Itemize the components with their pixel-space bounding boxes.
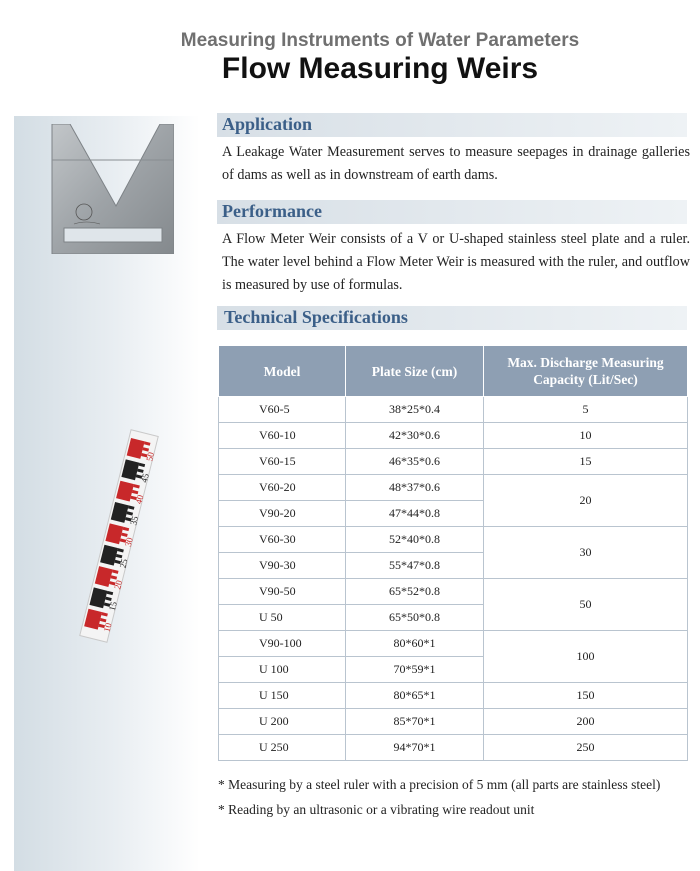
measuring-ruler-image	[69, 426, 169, 646]
cell-size: 38*25*0.4	[346, 397, 484, 423]
ruler-label: 40	[133, 493, 146, 505]
table-row	[219, 683, 688, 709]
table-row	[219, 397, 688, 423]
column-header-capacity: Max. Discharge Measuring Capacity (Lit/Sec)	[484, 346, 688, 397]
application-text: A Leakage Water Measurement serves to measure seepages in drainage galleries of dams as well as in downstream of earth dams.	[222, 144, 690, 183]
table-row	[219, 709, 688, 735]
performance-title: Performance	[222, 201, 322, 221]
ruler-label: 20	[112, 579, 125, 591]
table-row	[219, 475, 688, 501]
cell-model: V60-30	[219, 527, 346, 553]
cell-size: 48*37*0.6	[346, 475, 484, 501]
cell-capacity: 15	[484, 449, 688, 475]
cell-model: V90-30	[219, 553, 346, 579]
cell-size: 55*47*0.8	[346, 553, 484, 579]
cell-model: V60-15	[219, 449, 346, 475]
cell-model: V90-20	[219, 501, 346, 527]
cell-size: 80*60*1	[346, 631, 484, 657]
cell-model: U 150	[219, 683, 346, 709]
cell-model: V60-5	[219, 397, 346, 423]
page-subtitle: Measuring Instruments of Water Parameters	[180, 30, 580, 51]
table-row	[219, 423, 688, 449]
ruler-label: 15	[106, 600, 119, 612]
ruler-label: 10	[101, 621, 114, 634]
cell-size: 46*35*0.6	[346, 449, 484, 475]
table-header-row	[219, 346, 688, 397]
table-row	[219, 735, 688, 761]
cell-capacity: 10	[484, 423, 688, 449]
ruler-label: 45	[138, 472, 151, 484]
specs-title: Technical Specifications	[224, 307, 408, 327]
cell-model: U 250	[219, 735, 346, 761]
product-image-panel	[14, 116, 200, 871]
application-title: Application	[222, 114, 313, 134]
cell-model: U 100	[219, 657, 346, 683]
note-readout: * Reading by an ultrasonic or a vibrating wire readout unit	[218, 802, 535, 817]
cell-size: 65*52*0.8	[346, 579, 484, 605]
page-title: Flow Measuring Weirs	[221, 52, 539, 85]
cell-capacity: 200	[484, 709, 688, 735]
cell-size: 85*70*1	[346, 709, 484, 735]
cell-capacity: 150	[484, 683, 688, 709]
cell-size: 65*50*0.8	[346, 605, 484, 631]
table-row	[219, 631, 688, 657]
cell-model: V90-100	[219, 631, 346, 657]
cell-model: V60-20	[219, 475, 346, 501]
cell-capacity: 250	[484, 735, 688, 761]
ruler-label: 25	[117, 557, 130, 569]
cell-capacity: 5	[484, 397, 688, 423]
performance-text: A Flow Meter Weir consists of a V or U-shaped stainless steel plate and a ruler. The water level behind a Flow Meter Weir is measured with the ruler, and outflow is measured by use of formulas.	[222, 231, 690, 293]
column-header-plate-size: Plate Size (cm)	[346, 346, 484, 397]
cell-capacity: 30	[484, 527, 688, 579]
note-precision: * Measuring by a steel ruler with a precision of 5 mm (all parts are stainless steel)	[218, 777, 661, 792]
cell-model: V60-10	[219, 423, 346, 449]
ruler-label: 30	[122, 536, 135, 548]
cell-capacity: 50	[484, 579, 688, 631]
table-row	[219, 527, 688, 553]
cell-size: 70*59*1	[346, 657, 484, 683]
ruler-label: 50	[144, 451, 157, 463]
cell-capacity: 20	[484, 475, 688, 527]
cell-model: V90-50	[219, 579, 346, 605]
specifications-table	[218, 345, 688, 761]
cell-capacity: 100	[484, 631, 688, 683]
cell-size: 94*70*1	[346, 735, 484, 761]
cell-size: 42*30*0.6	[346, 423, 484, 449]
cell-size: 80*65*1	[346, 683, 484, 709]
ruler-label: 35	[128, 515, 141, 527]
cell-model: U 200	[219, 709, 346, 735]
cell-model: U 50	[219, 605, 346, 631]
weir-plate-image	[50, 124, 174, 254]
cell-size: 52*40*0.8	[346, 527, 484, 553]
column-header-model: Model	[219, 346, 346, 397]
performance-section-header	[217, 200, 687, 224]
table-row	[219, 579, 688, 605]
cell-size: 47*44*0.8	[346, 501, 484, 527]
application-section-header	[217, 113, 687, 137]
specs-section-header	[217, 306, 687, 330]
table-row	[219, 449, 688, 475]
